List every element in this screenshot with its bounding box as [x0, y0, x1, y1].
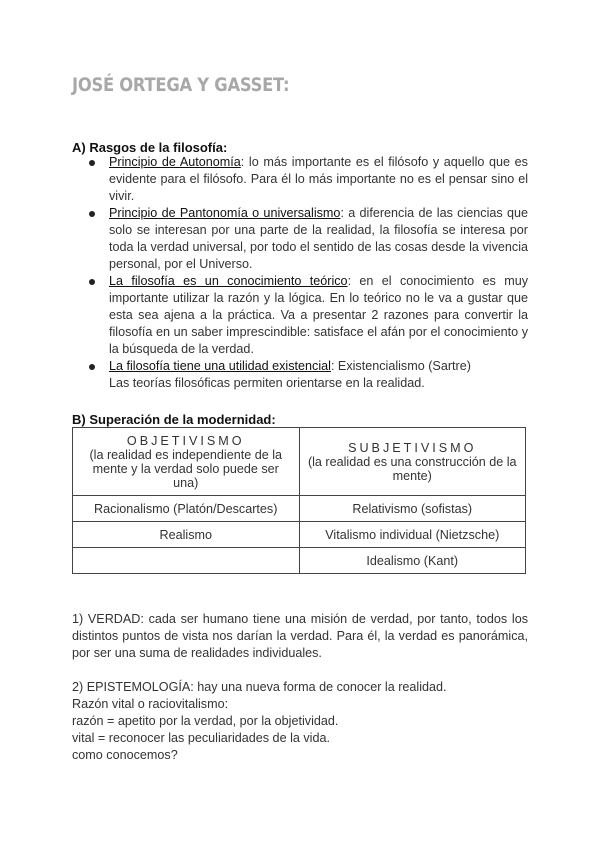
epistemologia-block	[72, 679, 528, 764]
text-line: 2) EPISTEMOLOGÍA: hay una nueva forma de conocer la realidad.	[72, 680, 447, 694]
verdad-paragraph: 1) VERDAD: cada ser humano tiene una misión de verdad, por tanto, todos los distintos puntos de vista nos darían la verdad. Para él, la verdad es panorámica, por ser una suma de realidades individuales.	[72, 612, 528, 660]
bullet-icon	[89, 160, 95, 166]
subjetivismo-header	[299, 428, 526, 496]
item-extra: Las teorías filosóficas permiten orientarse en la realidad.	[109, 376, 425, 390]
col-title: OBJETIVISMO	[126, 433, 245, 448]
table-row	[73, 522, 526, 548]
section-a-heading: A) Rasgos de la filosofía:	[72, 140, 228, 155]
text-line: vital = reconocer las peculiaridades de la vida.	[72, 731, 330, 745]
features-list	[72, 154, 528, 392]
page-title: JOSÉ ORTEGA Y GASSET:	[72, 74, 290, 96]
col-subtitle: (la realidad es una construcción de la mente)	[307, 454, 517, 483]
item-term: La filosofía es un conocimiento teórico	[109, 274, 348, 288]
table-cell: Idealismo (Kant)	[299, 548, 526, 574]
table-cell	[73, 548, 300, 574]
item-term: Principio de Pantonomía o universalismo	[109, 206, 341, 220]
item-text: : a diferencia de las ciencias que solo se interesan por una parte de la realidad, la filosofía se interesa por toda la verdad universal, por todo el sentido de las cosas desde la vivencia personal, por el Universo.	[109, 206, 528, 271]
item-text: : lo más importante es el filósofo y aquello que es evidente para el filósofo. Para él lo más importante no es el pensar sino el vivir.	[109, 155, 528, 203]
comparison-table	[72, 427, 526, 574]
list-item	[72, 205, 528, 273]
table-row	[73, 548, 526, 574]
item-text: : en el conocimiento es muy importante utilizar la razón y la lógica. En lo teórico no le va a gustar que esta sea ajena a la práctica. Va a presentar 2 razones para convertir la filosofía en un saber imprescindible: satisface el afán por el conocimiento y la búsqueda de la verdad.	[109, 274, 528, 356]
item-term: La filosofía tiene una utilidad existencial	[109, 359, 331, 373]
list-item	[72, 273, 528, 358]
list-item	[72, 358, 528, 392]
table-row	[73, 496, 526, 522]
item-term: Principio de Autonomía	[109, 155, 241, 169]
section-b-heading: B) Superación de la modernidad:	[72, 412, 276, 427]
text-line: como conocemos?	[72, 748, 178, 762]
text-line: razón = apetito por la verdad, por la objetividad.	[72, 714, 339, 728]
table-header-row	[73, 428, 526, 496]
objetivismo-header	[73, 428, 300, 496]
list-item	[72, 154, 528, 205]
col-title: SUBJETIVISMO	[348, 440, 477, 455]
bullet-icon	[89, 211, 95, 217]
bullet-icon	[89, 364, 95, 370]
text-line: Razón vital o raciovitalismo:	[72, 697, 229, 711]
table-cell: Racionalismo (Platón/Descartes)	[73, 496, 300, 522]
table-cell: Vitalismo individual (Nietzsche)	[299, 522, 526, 548]
table-cell: Realismo	[73, 522, 300, 548]
col-subtitle: (la realidad es independiente de la mente y la verdad solo puede ser una)	[89, 447, 283, 490]
table-cell: Relativismo (sofistas)	[299, 496, 526, 522]
item-text: : Existencialismo (Sartre)	[330, 359, 471, 373]
bullet-icon	[89, 279, 95, 285]
